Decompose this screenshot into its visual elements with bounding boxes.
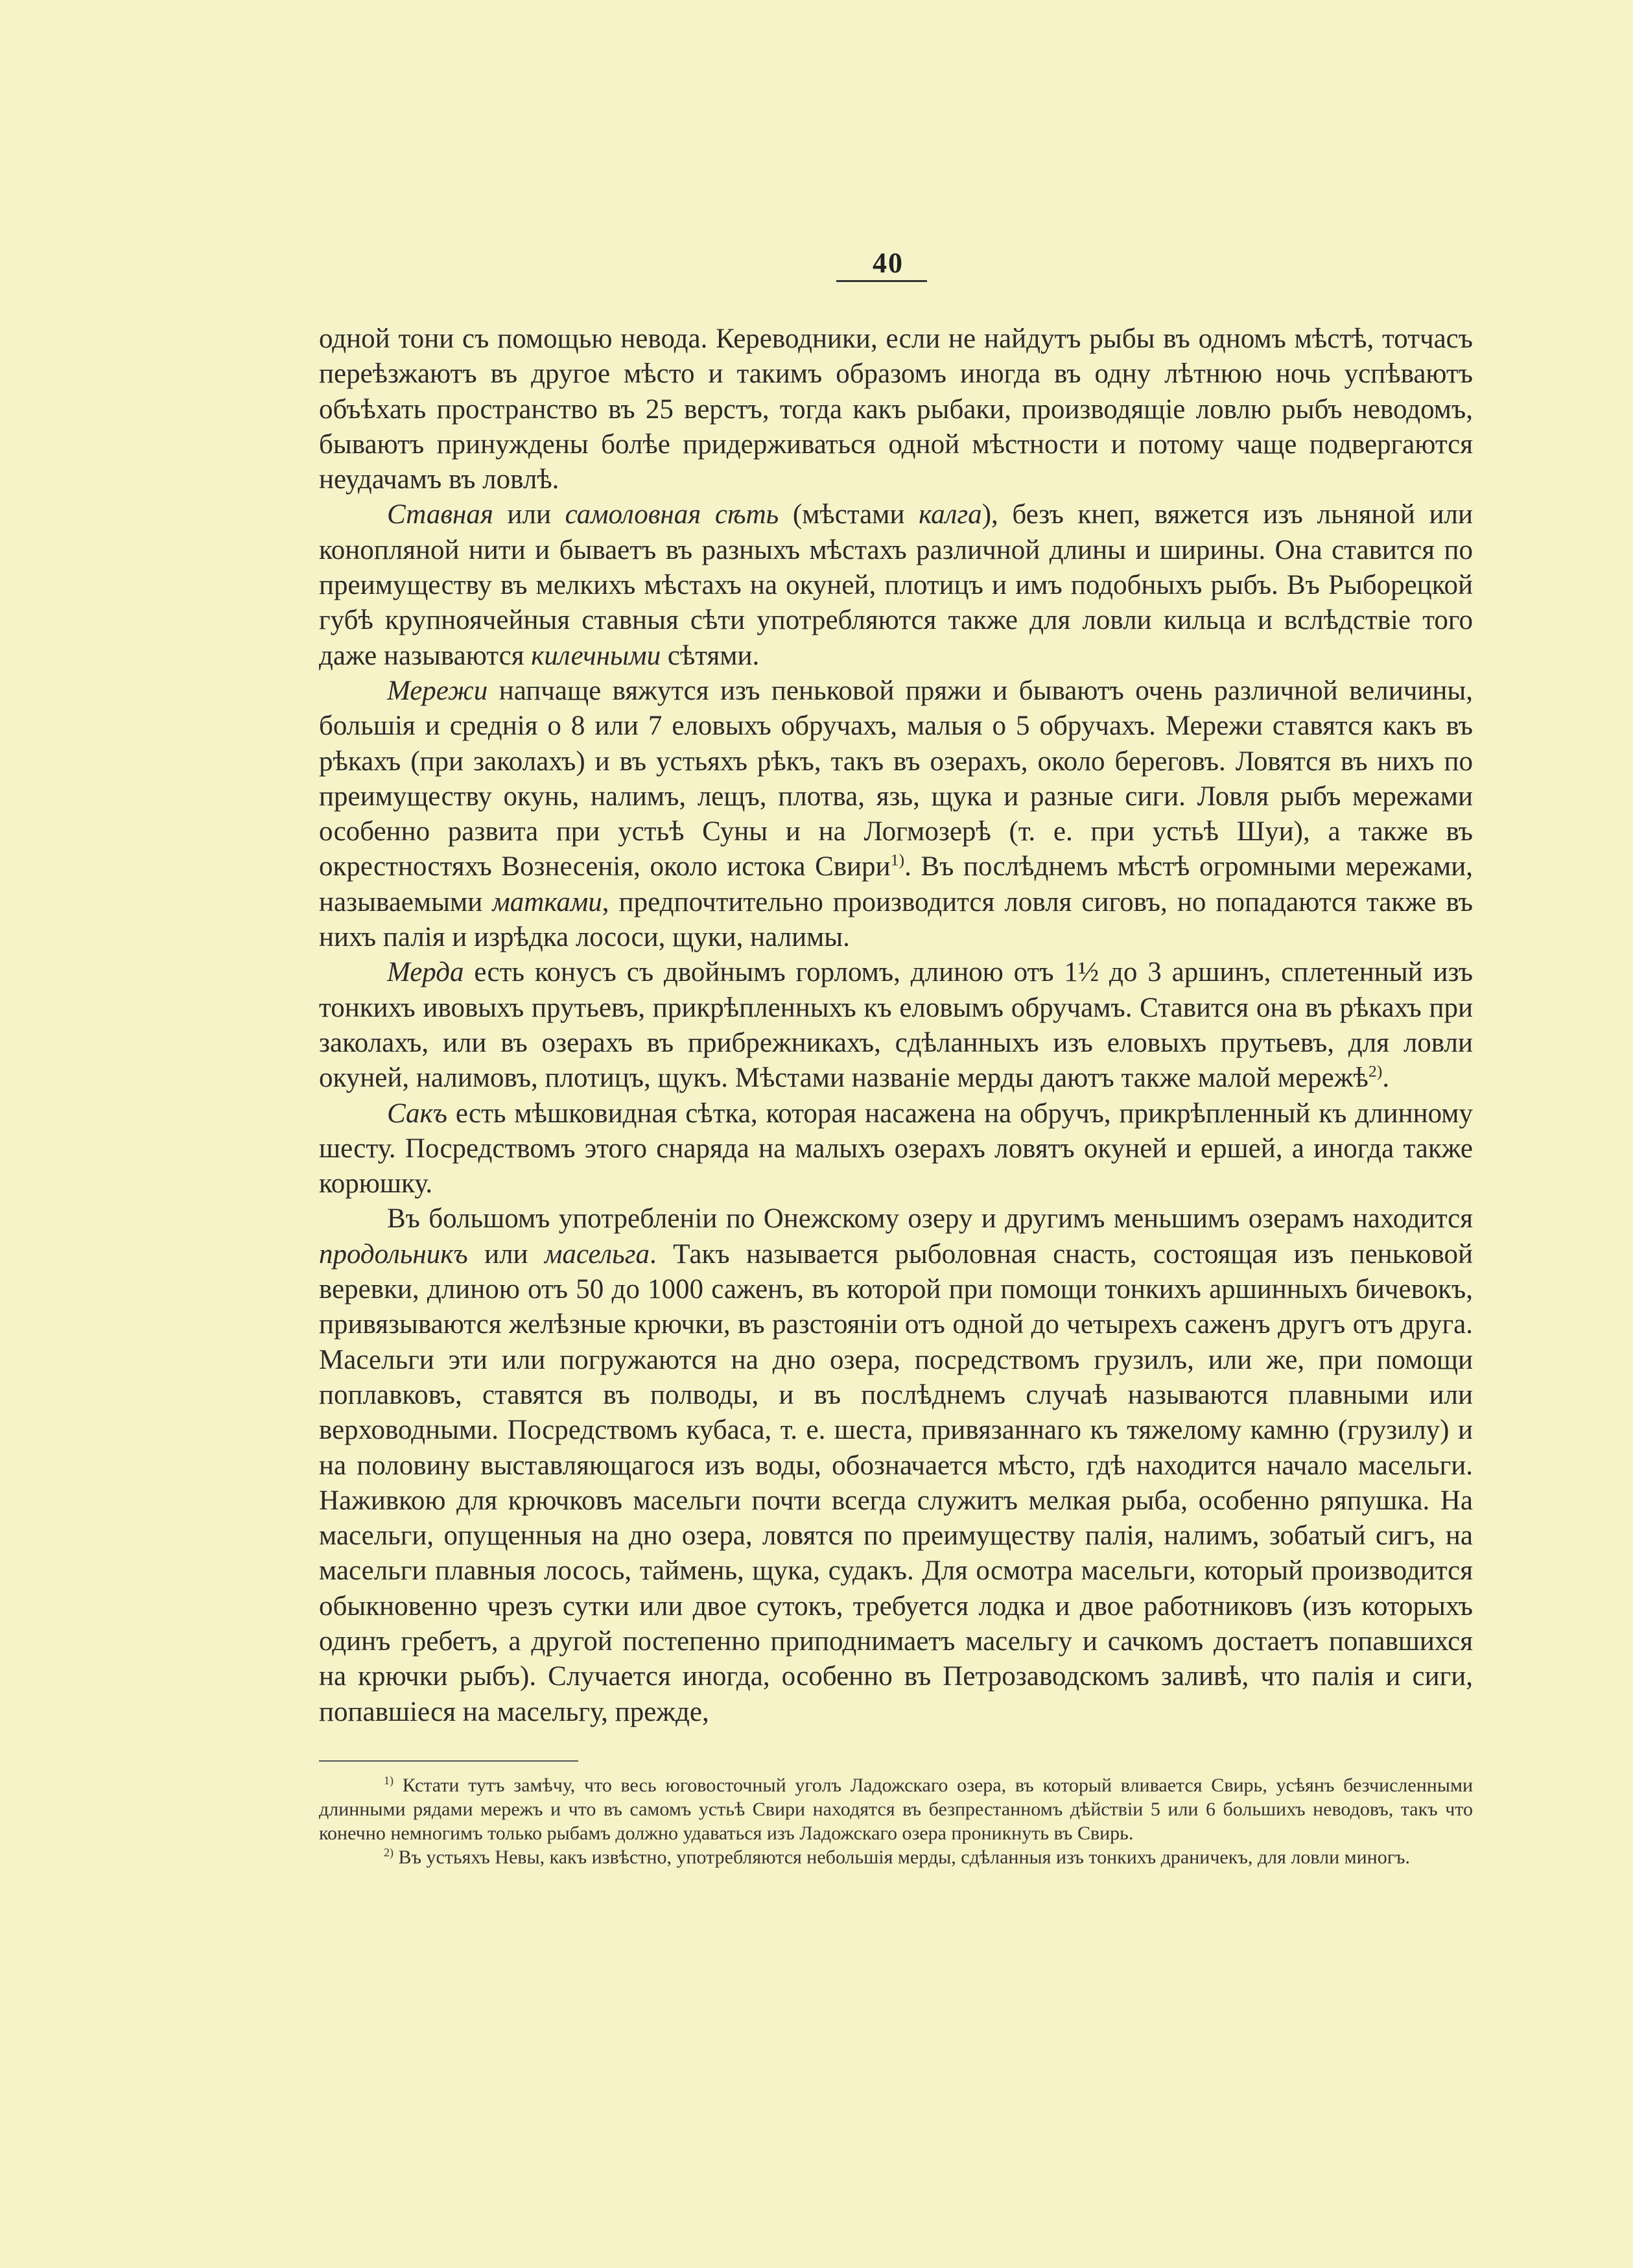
page-number: 40 [873,247,904,279]
text-run: . Такъ называется рыболовная снасть, состоящая изъ пеньковой веревки, длиною отъ 50 до 1000 саженъ, въ которой при помощи тонкихъ аршинныхъ бичевокъ, привязываются желѣзные крючки, въ разстояніи отъ одной до четырехъ саженъ другъ отъ друга. Масельги эти или погружаются на дно озера, посредствомъ грузилъ, или же, при помощи поплавковъ, ставятся въ полводы, и въ послѣднемъ случаѣ называются плавными или верховодными. Посредствомъ кубаса, т. е. шеста, привязаннаго къ тяжелому камню (грузилу) и на половину выставляющагося изъ воды, обозначается мѣсто, гдѣ находится начало масельги. Наживкою для крючковъ масельги почти всегда служитъ мелкая рыба, особенно ряпушка. На масельги, опущенныя на дно озера, ловятся по преимуществу палія, налимъ, зобатый сигъ, на масельги плавныя лосось, таймень, щука, судакъ. Для осмотра масельги, который производится обыкновенно чрезъ сутки или двое сутокъ, требуется лодка и двое работниковъ (изъ которыхъ одинъ гребетъ, а другой постепенно приподнимаетъ масельгу и сачкомъ достаетъ попавшихся на крючки рыбъ). Случается иногда, особенно въ Петрозаводскомъ заливѣ, что палія и сиги, попавшіеся на масельгу, прежде, [319,1238,1474,1727]
text-run: (мѣстами [779,499,919,530]
italic-term: Сакъ [387,1098,447,1129]
italic-term: килечными [531,640,661,671]
paragraph [319,1096,1473,1202]
paragraph [319,955,1473,1096]
italic-term: самоловная сѣть [565,499,779,530]
italic-term: масельга [544,1238,650,1270]
footnote-ref: 2) [1368,1061,1383,1081]
main-text [319,322,1473,1730]
footnotes [319,1773,1473,1869]
text-run: есть конусъ съ двойнымъ горломъ, длиною отъ 1½ до 3 аршинъ, сплетенный изъ тонкихъ ивовыхъ прутьевъ, прикрѣпленныхъ къ еловымъ обручамъ. Ставится она въ рѣкахъ при заколахъ, или въ озерахъ въ прибрежникахъ, сдѣланныхъ изъ еловыхъ прутьевъ, для ловли окуней, налимовъ, плотицъ, щукъ. Мѣстами названіе мерды даютъ также малой мережѣ [319,957,1473,1094]
text-run: или [493,499,565,530]
text-run: . [1382,1063,1390,1094]
text-run: есть мѣшковидная сѣтка, которая насажена на обручъ, прикрѣпленный къ длинному шесту. Посредствомъ этого снаряда на малыхъ озерахъ ловятъ окуней и ершей, а иногда также корюшку. [319,1098,1473,1199]
text-run: . Въ послѣднемъ мѣстѣ огромными мережами, называемыми [319,851,1473,917]
footnote [319,1773,1473,1845]
text-run: , предпочтительно производится ловля сиговъ, но попадаются также въ нихъ палія и изрѣдка лососи, щуки, налимы. [319,886,1473,953]
italic-term: Ставная [387,499,493,530]
italic-term: матками [492,886,602,917]
footnote-mark: 1) [384,1774,394,1787]
footnote-mark: 2) [384,1846,394,1859]
italic-term: Мережи [387,675,488,706]
footnote [319,1845,1473,1869]
italic-term: Мерда [387,957,464,988]
paragraph [319,497,1473,673]
text-run: Въ большомъ употребленіи по Онежскому озеру и другимъ меньшимъ озерамъ находится [387,1203,1473,1234]
paragraph [319,674,1473,955]
text-run: ), безъ кнеп, вяжется изъ льняной или конопляной нити и бываетъ въ разныхъ мѣстахъ различной длины и ширины. Она ставится по преимуществу въ мелкихъ мѣстахъ на окуней, плотицъ и имъ подобныхъ рыбъ. Въ Рыборецкой губѣ крупноячейныя ставныя сѣти употребляются также для ловли кильца и вслѣдствіе того даже называются [319,499,1473,671]
paragraph [319,1201,1473,1729]
text-run: напчаще вяжутся изъ пеньковой пряжи и бываютъ очень различной величины, большія и среднія о 8 или 7 еловыхъ обручахъ, малыя о 5 обручахъ. Мережи ставятся какъ въ рѣкахъ (при заколахъ) и въ устьяхъ рѣкъ, такъ въ озерахъ, около береговъ. Ловятся въ нихъ по преимуществу окунь, налимъ, лещъ, плотва, язь, щука и разные сиги. Ловля рыбъ мережами особенно развита при устьѣ Суны и на Логмозерѣ (т. е. при устьѣ Шуи), а также въ окрестностяхъ Вознесенія, около истока Свири [319,675,1473,882]
text-run: сѣтями. [661,640,760,671]
footnote-separator [319,1760,578,1762]
text-run: одной тони съ помощью невода. Кереводники, если не найдутъ рыбы въ одномъ мѣстѣ, тотчасъ переѣзжаютъ въ другое мѣсто и такимъ образомъ иногда въ одну лѣтнюю ночь успѣваютъ объѣхать пространство въ 25 верстъ, тогда какъ рыбаки, производящіе ловлю рыбъ неводомъ, бываютъ принуждены болѣе придерживаться одной мѣстности и потому чаще подвергаются неудачамъ въ ловлѣ. [319,324,1473,495]
footnote-ref: 1) [890,851,905,870]
footnote-text: Въ устьяхъ Невы, какъ извѣстно, употребляются небольшія мерды, сдѣланныя изъ тонкихъ драничекъ, для ловли миногъ. [394,1847,1411,1868]
footnote-text: Кстати тутъ замѣчу, что весь юговосточный уголъ Ладожскаго озера, въ который вливается Свирь, усѣянъ безчисленными длинными рядами мережъ и что въ самомъ устьѣ Свири находятся въ безпрестанномъ дѣйствіи 5 или 6 большихъ неводовъ, такъ что конечно немногимъ только рыбамъ должно удаваться изъ Ладожскаго озера проникнуть въ Свирь. [319,1775,1473,1844]
italic-term: калга [919,499,982,530]
paragraph [319,322,1473,497]
italic-term: продольникъ [319,1238,468,1270]
text-run: или [467,1238,545,1270]
page-number-rule [836,280,927,282]
